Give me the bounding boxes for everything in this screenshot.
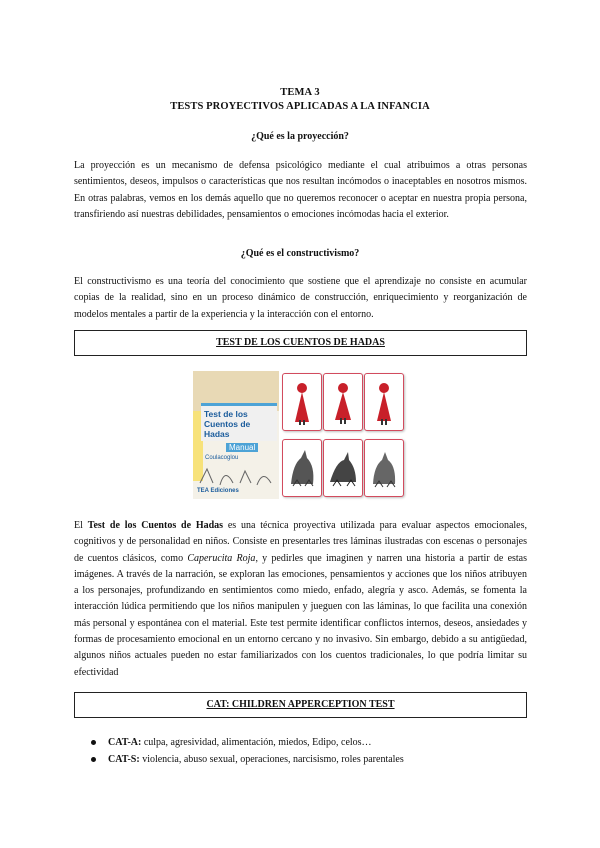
list-item <box>88 751 528 768</box>
cover-authors: Coulacoglou <box>205 455 239 461</box>
cat-list <box>88 734 528 768</box>
cat-s-text: violencia, abuso sexual, operaciones, narcisismo, roles parentales <box>139 754 404 765</box>
fairy-tale-test-figure <box>193 371 405 499</box>
tale-name: Caperucita Roja <box>187 552 256 564</box>
document-title: TESTS PROYECTIVOS APLICADAS A LA INFANCIA <box>170 101 430 112</box>
list-item <box>88 734 528 751</box>
wolf-icon <box>365 440 403 496</box>
cover-manual-label: Manual <box>226 443 258 452</box>
riding-hood-icon <box>283 374 321 430</box>
riding-hood-icon <box>324 374 362 430</box>
constructivism-heading: ¿Qué es el constructivismo? <box>240 248 360 259</box>
cat-a-label: CAT-A: <box>108 737 142 748</box>
bullet-icon <box>91 757 96 762</box>
test-manual-cover <box>193 371 279 499</box>
riding-hood-icon <box>365 374 403 430</box>
paragraph-rest: , y pedirles que imaginen y narren una historia a partir de estas imágenes. A través de la narración, se exploran las emociones, pensamientos y acciones que los niños atribuyen a los personajes, profundizando en sentimientos como miedo, enfado, alegría y asco. Además, se fomenta la interacción lúdica permitiendo que los niños manipulen y jueguen con las láminas, lo que facilita una conexión más personal y espontánea con el material. Este test permite identificar conflictos internos, deseos, ansiedades y formas de procesamiento emocional en un entorno cercano y no invasivo. Sin embargo, debido a su antigüedad, algunos niños actuales pueden no estar familiarizados con los cuentos tradicionales, lo que podría limitar su efectividad <box>74 552 528 678</box>
wolf-card-3 <box>364 439 404 497</box>
wolf-icon <box>324 440 362 496</box>
wolf-card-2 <box>323 439 363 497</box>
riding-hood-card-1 <box>282 373 322 431</box>
cover-title: Test de los Cuentos de Hadas <box>201 403 277 441</box>
wolf-icon <box>283 440 321 496</box>
fairy-tale-test-paragraph <box>74 518 527 681</box>
topic-number: TEMA 3 <box>280 87 320 98</box>
paragraph-intro: El <box>74 520 88 531</box>
cat-section-title: CAT: CHILDREN APPERCEPTION TEST <box>74 692 527 718</box>
riding-hood-card-2 <box>323 373 363 431</box>
wolf-card-1 <box>282 439 322 497</box>
cover-sketch-icon <box>195 463 275 487</box>
paragraph-middle: es una técnica proyectiva utilizada para evaluar aspectos emocionales, cognitivos y de personalidad en niños. Consiste en presentarles tres láminas ilustradas con escenas o personajes de cuentos clásicos, como <box>74 520 528 564</box>
cover-publisher: TEA Ediciones <box>197 488 239 494</box>
constructivism-paragraph: El constructivismo es una teoría del conocimiento que sostiene que el aprendizaje no consiste en acumular copias de la realidad, sino en un proceso dinámico de construcción, enriquecimiento y reorganización de modelos mentales a partir de la experiencia y la interacción con el entorno. <box>74 276 527 320</box>
projection-heading: ¿Qué es la proyección? <box>251 131 349 142</box>
riding-hood-card-3 <box>364 373 404 431</box>
fairy-tale-test-section-title: TEST DE LOS CUENTOS DE HADAS <box>74 330 527 356</box>
projection-paragraph: La proyección es un mecanismo de defensa psicológico mediante el cual atribuimos a otras personas sentimientos, deseos, impulsos o características que nos resultan incómodos o inaceptables en nosotros mismos. En otras palabras, vemos en los demás aquello que no queremos reconocer o aceptar en nuestra propia persona, transfiriendo así nuestras debilidades, pensamientos o emociones incómodas hacia el exterior. <box>74 160 527 220</box>
bullet-icon <box>91 740 96 745</box>
cat-s-label: CAT-S: <box>108 754 140 765</box>
cat-a-text: culpa, agresividad, alimentación, miedos, Edipo, celos… <box>141 737 372 748</box>
test-name: Test de los Cuentos de Hadas <box>87 520 224 531</box>
